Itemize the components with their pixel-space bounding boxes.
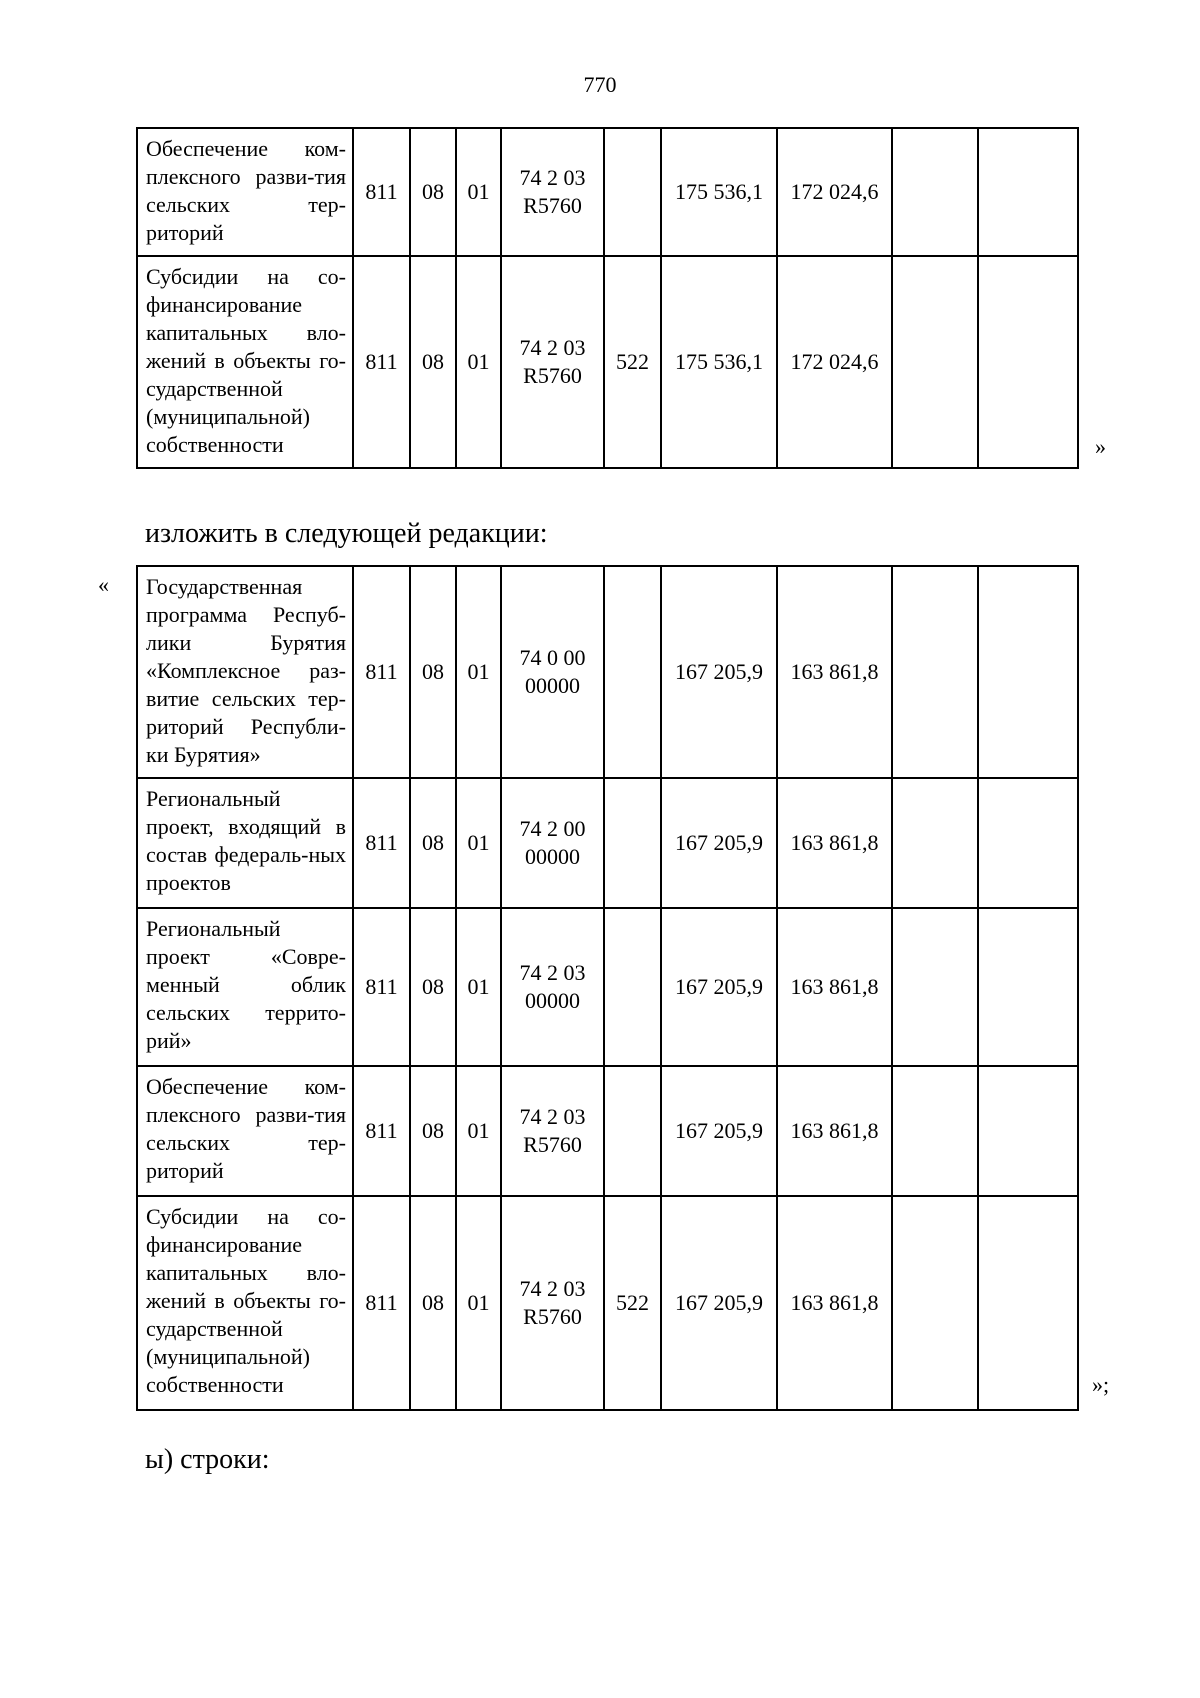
sum-1: 167 205,9 (661, 778, 777, 908)
table-row (137, 1196, 1078, 1410)
target-code (501, 1066, 604, 1196)
section-code: 08 (410, 256, 456, 468)
sum-3 (892, 1066, 978, 1196)
page-number: 770 (583, 72, 617, 97)
target-code-line1: 74 2 00 (519, 816, 586, 841)
instruction-text: изложить в следующей редакции: (145, 518, 548, 549)
row-name: Обеспечение ком-плексного разви-тия сельских тер-риторий (137, 1066, 353, 1196)
subsection-code: 01 (456, 908, 501, 1066)
expense-type: 522 (604, 256, 661, 468)
subsection-code: 01 (456, 128, 501, 256)
target-code (501, 1196, 604, 1410)
target-code-line1: 74 2 03 (519, 960, 586, 985)
row-name: Региональный проект «Совре-менный облик сельских террито-рий» (137, 908, 353, 1066)
sum-3 (892, 1196, 978, 1410)
target-code-line2: R5760 (523, 193, 582, 218)
sum-1: 167 205,9 (661, 566, 777, 778)
sum-3 (892, 128, 978, 256)
close-quote-1: » (1095, 434, 1106, 459)
target-code (501, 256, 604, 468)
sum-2: 163 861,8 (777, 1196, 892, 1410)
ministry-code: 811 (353, 908, 410, 1066)
table-row (137, 1066, 1078, 1196)
target-code-line2: 00000 (525, 988, 580, 1013)
table-row (137, 566, 1078, 778)
target-code (501, 778, 604, 908)
sum-1: 167 205,9 (661, 908, 777, 1066)
row-name: Субсидии на со-финансирование капитальных вло-жений в объекты го-сударственной (муниципальной) собственности (137, 1196, 353, 1410)
ministry-code: 811 (353, 566, 410, 778)
target-code-line1: 74 0 00 (519, 645, 586, 670)
table-row (137, 256, 1078, 468)
sum-4 (978, 1196, 1078, 1410)
expense-type (604, 778, 661, 908)
sum-2: 172 024,6 (777, 256, 892, 468)
expense-type: 522 (604, 1196, 661, 1410)
open-quote-2: « (98, 572, 109, 597)
sum-3 (892, 566, 978, 778)
subsection-code: 01 (456, 1066, 501, 1196)
subsection-code: 01 (456, 566, 501, 778)
sum-2: 163 861,8 (777, 566, 892, 778)
target-code (501, 128, 604, 256)
row-name: Государственная программа Респуб-лики Бурятия «Комплексное раз-витие сельских тер-риторий Республи-ки Бурятия» (137, 566, 353, 778)
expense-type (604, 908, 661, 1066)
target-code-line1: 74 2 03 (519, 335, 586, 360)
expense-type (604, 1066, 661, 1196)
target-code (501, 908, 604, 1066)
sum-3 (892, 778, 978, 908)
subsection-code: 01 (456, 256, 501, 468)
section-code: 08 (410, 1196, 456, 1410)
expense-type (604, 128, 661, 256)
close-quote-2: »; (1092, 1372, 1110, 1397)
table-row (137, 128, 1078, 256)
sum-4 (978, 566, 1078, 778)
target-code-line2: 00000 (525, 673, 580, 698)
row-name: Региональный проект, входящий в состав федераль-ных проектов (137, 778, 353, 908)
budget-table-new (136, 565, 1079, 1411)
table2-body (137, 566, 1078, 1410)
sum-2: 172 024,6 (777, 128, 892, 256)
section-code: 08 (410, 128, 456, 256)
section-code: 08 (410, 908, 456, 1066)
sum-4 (978, 908, 1078, 1066)
table-row (137, 778, 1078, 908)
table1-body (137, 128, 1078, 468)
ministry-code: 811 (353, 256, 410, 468)
sum-1: 175 536,1 (661, 256, 777, 468)
sum-1: 167 205,9 (661, 1196, 777, 1410)
ministry-code: 811 (353, 128, 410, 256)
target-code-line2: R5760 (523, 363, 582, 388)
target-code-line2: R5760 (523, 1304, 582, 1329)
section-code: 08 (410, 778, 456, 908)
table-row (137, 908, 1078, 1066)
sum-4 (978, 256, 1078, 468)
sum-3 (892, 908, 978, 1066)
sum-2: 163 861,8 (777, 1066, 892, 1196)
budget-table-old (136, 127, 1079, 469)
row-name: Обеспечение ком-плексного разви-тия сельских тер-риторий (137, 128, 353, 256)
target-code-line1: 74 2 03 (519, 1104, 586, 1129)
target-code-line2: 00000 (525, 844, 580, 869)
sum-2: 163 861,8 (777, 908, 892, 1066)
sum-2: 163 861,8 (777, 778, 892, 908)
subsection-code: 01 (456, 778, 501, 908)
sum-4 (978, 1066, 1078, 1196)
target-code (501, 566, 604, 778)
sum-1: 167 205,9 (661, 1066, 777, 1196)
sum-4 (978, 128, 1078, 256)
ministry-code: 811 (353, 778, 410, 908)
target-code-line2: R5760 (523, 1132, 582, 1157)
ministry-code: 811 (353, 1066, 410, 1196)
expense-type (604, 566, 661, 778)
section-code: 08 (410, 1066, 456, 1196)
row-name: Субсидии на со-финансирование капитальных вло-жений в объекты го-сударственной (муниципальной) собственности (137, 256, 353, 468)
ministry-code: 811 (353, 1196, 410, 1410)
target-code-line1: 74 2 03 (519, 1276, 586, 1301)
next-item-text: ы) строки: (145, 1444, 270, 1475)
sum-1: 175 536,1 (661, 128, 777, 256)
sum-3 (892, 256, 978, 468)
subsection-code: 01 (456, 1196, 501, 1410)
target-code-line1: 74 2 03 (519, 165, 586, 190)
section-code: 08 (410, 566, 456, 778)
sum-4 (978, 778, 1078, 908)
